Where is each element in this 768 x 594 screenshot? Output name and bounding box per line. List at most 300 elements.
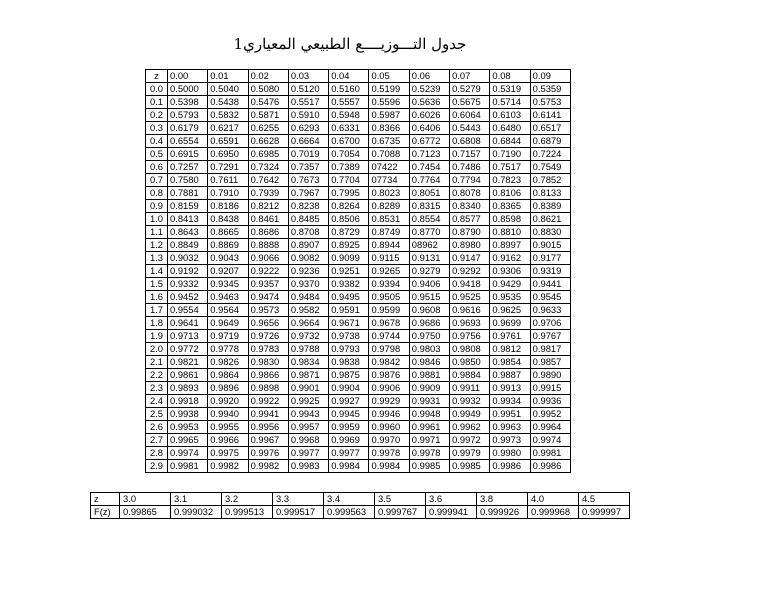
probability-cell: 0.7190 [490,148,530,161]
probability-cell: 0.7517 [490,161,530,174]
probability-cell: 0.9719 [208,330,248,343]
probability-cell: 0.9279 [409,265,449,278]
probability-cell: 0.8997 [490,239,530,252]
probability-cell: 0.6480 [490,122,530,135]
probability-cell: 0.8289 [369,200,409,213]
probability-cell: 0.8389 [530,200,570,213]
probability-cell: 0.7881 [168,187,208,200]
probability-cell: 0.6985 [248,148,288,161]
table-row [146,187,571,200]
probability-cell: 0.9966 [208,434,248,447]
table-row [146,408,571,421]
probability-cell: 0.9082 [288,252,328,265]
probability-cell: 0.9866 [248,369,288,382]
probability-cell: 0.5714 [490,96,530,109]
probability-cell: 0.9222 [248,265,288,278]
probability-cell: 0.9292 [450,265,490,278]
probability-cell: 0.6772 [409,135,449,148]
tail-values-table [90,492,630,519]
probability-cell: 0.9850 [450,356,490,369]
probability-cell: 0.9418 [450,278,490,291]
tail-value-cell: 3.2 [222,493,273,506]
probability-cell: 0.6628 [248,135,288,148]
probability-cell: 0.9887 [490,369,530,382]
table-row [146,460,571,473]
probability-cell: 07734 [369,174,409,187]
table-row [146,226,571,239]
probability-cell: 0.9564 [208,304,248,317]
probability-cell: 0.6700 [329,135,369,148]
probability-cell: 0.9975 [208,447,248,460]
column-header: 0.02 [248,70,288,83]
tail-z-row [91,493,630,506]
probability-cell: 0.7549 [530,161,570,174]
probability-cell: 0.5910 [288,109,328,122]
probability-cell: 0.7291 [208,161,248,174]
probability-cell: 0.9955 [208,421,248,434]
column-header: 0.04 [329,70,369,83]
probability-cell: 0.8186 [208,200,248,213]
normal-distribution-table [145,69,571,473]
probability-cell: 0.9913 [490,382,530,395]
probability-cell: 0.9394 [369,278,409,291]
probability-cell: 0.9495 [329,291,369,304]
z-value-cell: 2.1 [146,356,168,369]
probability-cell: 0.9854 [490,356,530,369]
probability-cell: 0.9043 [208,252,248,265]
z-value-cell: 1.6 [146,291,168,304]
table-header-row [146,70,571,83]
table-row [146,421,571,434]
probability-cell: 0.8907 [288,239,328,252]
probability-cell: 0.9463 [208,291,248,304]
table-row [146,447,571,460]
probability-cell: 0.6808 [450,135,490,148]
table-row [146,278,571,291]
probability-cell: 0.5239 [409,83,449,96]
probability-cell: 0.8770 [409,226,449,239]
probability-cell: 0.9767 [530,330,570,343]
probability-cell: 0.5443 [450,122,490,135]
z-value-cell: 0.7 [146,174,168,187]
probability-cell: 0.9978 [409,447,449,460]
table-row [146,330,571,343]
probability-cell: 0.5793 [168,109,208,122]
probability-cell: 0.9972 [450,434,490,447]
probability-cell: 0.9925 [288,395,328,408]
probability-cell: 0.5359 [530,83,570,96]
probability-cell: 0.9932 [450,395,490,408]
probability-cell: 0.9582 [288,304,328,317]
z-value-cell: 1.1 [146,226,168,239]
probability-cell: 0.7823 [490,174,530,187]
probability-cell: 0.9706 [530,317,570,330]
tail-fz-row [91,506,630,519]
table-row [146,291,571,304]
column-header: 0.03 [288,70,328,83]
probability-cell: 0.9984 [369,460,409,473]
z-value-cell: 1.2 [146,239,168,252]
column-header: 0.08 [490,70,530,83]
probability-cell: 0.5557 [329,96,369,109]
column-header: 0.05 [369,70,409,83]
tail-value-cell: 0.999926 [477,506,528,519]
probability-cell: 0.6026 [409,109,449,122]
probability-cell: 0.9207 [208,265,248,278]
probability-cell: 0.7157 [450,148,490,161]
probability-cell: 0.9904 [329,382,369,395]
probability-cell: 0.9951 [490,408,530,421]
probability-cell: 0.9625 [490,304,530,317]
probability-cell: 0.9929 [369,395,409,408]
probability-cell: 0.9980 [490,447,530,460]
probability-cell: 0.9699 [490,317,530,330]
probability-cell: 0.8485 [288,213,328,226]
probability-cell: 0.9974 [530,434,570,447]
probability-cell: 0.8598 [490,213,530,226]
probability-cell: 0.8708 [288,226,328,239]
probability-cell: 0.9881 [409,369,449,382]
probability-cell: 0.6064 [450,109,490,122]
probability-cell: 0.9345 [208,278,248,291]
probability-cell: 0.9817 [530,343,570,356]
tail-value-cell: 3.5 [375,493,426,506]
probability-cell: 0.9945 [329,408,369,421]
probability-cell: 0.8531 [369,213,409,226]
probability-cell: 0.9788 [288,343,328,356]
probability-cell: 0.5871 [248,109,288,122]
probability-cell: 0.9969 [329,434,369,447]
probability-cell: 0.9535 [490,291,530,304]
probability-cell: 0.5753 [530,96,570,109]
probability-cell: 0.5398 [168,96,208,109]
probability-cell: 0.9973 [490,434,530,447]
probability-cell: 0.8023 [369,187,409,200]
probability-cell: 0.5319 [490,83,530,96]
probability-cell: 0.5279 [450,83,490,96]
probability-cell: 0.5160 [329,83,369,96]
probability-cell: 0.9726 [248,330,288,343]
probability-cell: 0.7642 [248,174,288,187]
probability-cell: 0.9964 [530,421,570,434]
probability-cell: 0.9793 [329,343,369,356]
probability-cell: 0.7454 [409,161,449,174]
probability-cell: 0.9962 [450,421,490,434]
probability-cell: 0.9192 [168,265,208,278]
tail-value-cell: 0.999997 [579,506,630,519]
z-value-cell: 1.9 [146,330,168,343]
probability-cell: 0.9798 [369,343,409,356]
probability-cell: 0.9934 [490,395,530,408]
probability-cell: 0.9713 [168,330,208,343]
probability-cell: 0.9515 [409,291,449,304]
tail-value-cell: 3.3 [273,493,324,506]
probability-cell: 0.9906 [369,382,409,395]
probability-cell: 0.9664 [288,317,328,330]
table-row [146,83,571,96]
probability-cell: 0.7580 [168,174,208,187]
probability-cell: 0.9976 [248,447,288,460]
probability-cell: 0.9956 [248,421,288,434]
z-value-cell: 1.4 [146,265,168,278]
probability-cell: 0.5636 [409,96,449,109]
probability-cell: 0.9948 [409,408,449,421]
probability-cell: 0.9834 [288,356,328,369]
probability-cell: 07422 [369,161,409,174]
z-value-cell: 2.2 [146,369,168,382]
probability-cell: 0.9938 [168,408,208,421]
probability-cell: 0.5040 [208,83,248,96]
probability-cell: 0.9251 [329,265,369,278]
probability-cell: 0.7324 [248,161,288,174]
probability-cell: 0.9963 [490,421,530,434]
probability-cell: 0.9893 [168,382,208,395]
column-header: 0.09 [530,70,570,83]
probability-cell: 0.9915 [530,382,570,395]
table-row [146,135,571,148]
probability-cell: 0.8461 [248,213,288,226]
probability-cell: 0.9922 [248,395,288,408]
probability-cell: 0.9871 [288,369,328,382]
table-row [146,213,571,226]
probability-cell: 0.9099 [329,252,369,265]
probability-cell: 0.9946 [369,408,409,421]
row-label-cell: F(z) [91,506,120,519]
probability-cell: 0.9306 [490,265,530,278]
probability-cell: 0.9875 [329,369,369,382]
probability-cell: 0.9952 [530,408,570,421]
probability-cell: 0.9909 [409,382,449,395]
table-row [146,304,571,317]
z-value-cell: 0.3 [146,122,168,135]
probability-cell: 0.7486 [450,161,490,174]
table-row [146,395,571,408]
probability-cell: 0.8790 [450,226,490,239]
probability-cell: 0.5476 [248,96,288,109]
probability-cell: 0.9821 [168,356,208,369]
probability-cell: 0.9961 [409,421,449,434]
z-value-cell: 2.8 [146,447,168,460]
probability-cell: 0.9986 [490,460,530,473]
probability-cell: 0.8869 [208,239,248,252]
probability-cell: 0.9940 [208,408,248,421]
table-row [146,434,571,447]
probability-cell: 0.9633 [530,304,570,317]
probability-cell: 0.8264 [329,200,369,213]
probability-cell: 0.8159 [168,200,208,213]
probability-cell: 0.8554 [409,213,449,226]
probability-cell: 0.7389 [329,161,369,174]
z-value-cell: 2.3 [146,382,168,395]
probability-cell: 0.9554 [168,304,208,317]
table-row [146,148,571,161]
tail-value-cell: 3.0 [120,493,171,506]
probability-cell: 0.6591 [208,135,248,148]
probability-cell: 0.9732 [288,330,328,343]
column-header: 0.07 [450,70,490,83]
probability-cell: 0.9981 [530,447,570,460]
probability-cell: 0.8643 [168,226,208,239]
probability-cell: 0.9846 [409,356,449,369]
z-value-cell: 2.9 [146,460,168,473]
probability-cell: 0.8133 [530,187,570,200]
probability-cell: 0.8051 [409,187,449,200]
probability-cell: 0.7357 [288,161,328,174]
tail-value-cell: 0.999517 [273,506,324,519]
table-row [146,239,571,252]
probability-cell: 0.7852 [530,174,570,187]
probability-cell: 0.9830 [248,356,288,369]
probability-cell: 0.9641 [168,317,208,330]
probability-cell: 0.8366 [369,122,409,135]
probability-cell: 0.9783 [248,343,288,356]
probability-cell: 0.9901 [288,382,328,395]
column-header: 0.01 [208,70,248,83]
probability-cell: 0.9898 [248,382,288,395]
probability-cell: 0.9931 [409,395,449,408]
probability-cell: 0.9332 [168,278,208,291]
probability-cell: 0.9838 [329,356,369,369]
probability-cell: 0.7995 [329,187,369,200]
probability-cell: 0.9738 [329,330,369,343]
probability-cell: 0.9761 [490,330,530,343]
z-value-cell: 2.4 [146,395,168,408]
probability-cell: 0.5596 [369,96,409,109]
probability-cell: 0.9965 [168,434,208,447]
probability-cell: 0.8506 [329,213,369,226]
probability-cell: 0.9319 [530,265,570,278]
probability-cell: 0.9370 [288,278,328,291]
probability-cell: 0.8686 [248,226,288,239]
probability-cell: 0.5675 [450,96,490,109]
table-row [146,369,571,382]
probability-cell: 0.7704 [329,174,369,187]
column-header: 0.06 [409,70,449,83]
probability-cell: 0.9983 [288,460,328,473]
probability-cell: 0.9918 [168,395,208,408]
z-value-cell: 2.6 [146,421,168,434]
probability-cell: 0.9984 [329,460,369,473]
probability-cell: 0.7967 [288,187,328,200]
probability-cell: 0.9406 [409,278,449,291]
probability-cell: 0.5832 [208,109,248,122]
probability-cell: 0.8315 [409,200,449,213]
probability-cell: 0.9812 [490,343,530,356]
probability-cell: 0.6879 [530,135,570,148]
z-value-cell: 2.0 [146,343,168,356]
probability-cell: 0.9115 [369,252,409,265]
probability-cell: 0.8849 [168,239,208,252]
probability-cell: 0.9474 [248,291,288,304]
probability-cell: 0.7054 [329,148,369,161]
probability-cell: 0.6406 [409,122,449,135]
probability-cell: 0.7764 [409,174,449,187]
probability-cell: 0.9981 [168,460,208,473]
probability-cell: 0.9982 [208,460,248,473]
probability-cell: 0.9876 [369,369,409,382]
probability-cell: 0.9756 [450,330,490,343]
probability-cell: 0.8621 [530,213,570,226]
probability-cell: 0.9941 [248,408,288,421]
table-row [146,265,571,278]
probability-cell: 0.9484 [288,291,328,304]
probability-cell: 0.9803 [409,343,449,356]
probability-cell: 0.6664 [288,135,328,148]
probability-cell: 0.7794 [450,174,490,187]
row-label-cell: z [91,493,120,506]
probability-cell: 0.9671 [329,317,369,330]
probability-cell: 0.6331 [329,122,369,135]
table-row [146,252,571,265]
probability-cell: 0.8365 [490,200,530,213]
z-value-cell: 1.0 [146,213,168,226]
probability-cell: 0.9920 [208,395,248,408]
probability-cell: 0.6950 [208,148,248,161]
probability-cell: 0.9884 [450,369,490,382]
probability-cell: 0.8925 [329,239,369,252]
probability-cell: 0.9678 [369,317,409,330]
probability-cell: 08962 [409,239,449,252]
probability-cell: 0.8577 [450,213,490,226]
table-row [146,382,571,395]
probability-cell: 0.8106 [490,187,530,200]
probability-cell: 0.6517 [530,122,570,135]
probability-cell: 0.6844 [490,135,530,148]
probability-cell: 0.9686 [409,317,449,330]
probability-cell: 0.6141 [530,109,570,122]
z-value-cell: 1.3 [146,252,168,265]
z-value-cell: 0.8 [146,187,168,200]
probability-cell: 0.9608 [409,304,449,317]
probability-cell: 0.9943 [288,408,328,421]
probability-cell: 0.9936 [530,395,570,408]
z-value-cell: 2.5 [146,408,168,421]
probability-cell: 0.8413 [168,213,208,226]
probability-cell: 0.6255 [248,122,288,135]
z-value-cell: 0.0 [146,83,168,96]
probability-cell: 0.9441 [530,278,570,291]
probability-cell: 0.9970 [369,434,409,447]
tail-value-cell: 0.999513 [222,506,273,519]
probability-cell: 0.9015 [530,239,570,252]
table-row [146,109,571,122]
probability-cell: 0.9842 [369,356,409,369]
z-column-header: z [146,70,168,83]
probability-cell: 0.9861 [168,369,208,382]
table-row [146,161,571,174]
z-value-cell: 1.8 [146,317,168,330]
probability-cell: 0.9960 [369,421,409,434]
probability-cell: 0.7224 [530,148,570,161]
probability-cell: 0.5000 [168,83,208,96]
probability-cell: 0.7088 [369,148,409,161]
probability-cell: 0.9177 [530,252,570,265]
probability-cell: 0.5948 [329,109,369,122]
probability-cell: 0.8749 [369,226,409,239]
probability-cell: 0.9265 [369,265,409,278]
tail-value-cell: 3.1 [171,493,222,506]
probability-cell: 0.8438 [208,213,248,226]
probability-cell: 0.8980 [450,239,490,252]
probability-cell: 0.9959 [329,421,369,434]
z-value-cell: 1.5 [146,278,168,291]
probability-cell: 0.7123 [409,148,449,161]
tail-value-cell: 0.999032 [171,506,222,519]
z-value-cell: 0.5 [146,148,168,161]
z-value-cell: 0.4 [146,135,168,148]
tail-value-cell: 3.4 [324,493,375,506]
probability-cell: 0.6293 [288,122,328,135]
